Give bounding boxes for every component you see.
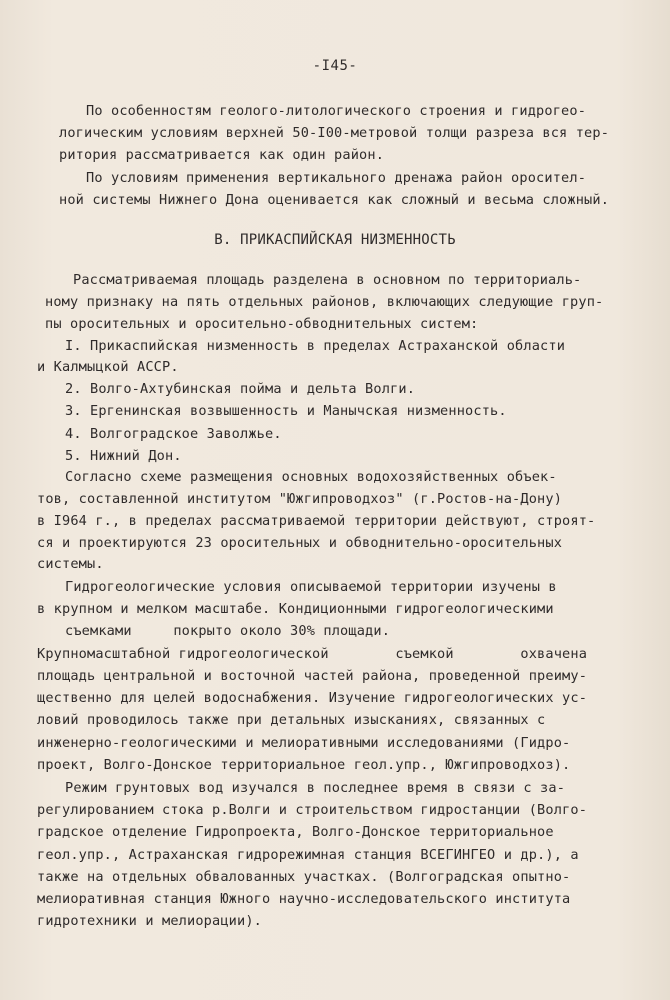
text-line: системы.	[37, 556, 104, 572]
text-line: щественно для целей водоснабжения. Изучение гидрогеологических ус-	[37, 690, 588, 706]
text-line: проект, Волго-Донское территориальное геол.упр., Южгипроводхоз).	[37, 757, 571, 773]
list-item: 4. Волгоградское Заволжье.	[65, 426, 282, 442]
text-line: инженерно-геологическими и мелиоративными исследованиями (Гидро-	[37, 735, 571, 751]
text-line: съемками покрыто около 30% площади.	[65, 623, 391, 639]
text-line: логическим условиям верхней 50-I00-метровой толщи разреза вся тер-	[59, 125, 610, 141]
page-number: -I45-	[312, 58, 358, 74]
text-line: Рассматриваемая площадь разделена в основном по территориаль-	[73, 272, 582, 288]
text-line: гидротехники и мелиорации).	[37, 913, 263, 929]
text-line: По условиям применения вертикального дренажа район оросител-	[86, 170, 587, 186]
text-line: ной системы Нижнего Дона оценивается как сложный и весьма сложный.	[59, 192, 610, 208]
list-item: и Калмыцкой АССР.	[37, 359, 179, 375]
text-line: ся и проектируются 23 оросительных и обводнительно-оросительных	[37, 535, 563, 551]
text-line: в крупном и мелком масштабе. Кондиционными гидрогеологическими	[37, 601, 554, 617]
text-line: По особенностям геолого-литологического строения и гидрогео-	[86, 103, 587, 119]
section-heading: В. ПРИКАСПИЙСКАЯ НИЗМЕННОСТЬ	[214, 232, 456, 248]
text-line: Гидрогеологические условия описываемой территории изучены в	[65, 579, 557, 595]
list-item: I. Прикаспийская низменность в пределах Астраханской области	[65, 338, 566, 354]
list-item: 2. Волго-Ахтубинская пойма и дельта Волги.	[65, 381, 416, 397]
text-line: регулированием стока р.Волги и строительством гидростанции (Волго-	[37, 802, 588, 818]
text-line: Согласно схеме размещения основных водохозяйственных объек-	[65, 469, 557, 485]
text-line: площадь центральной и восточной частей района, проведенной преиму-	[37, 668, 588, 684]
text-line: мелиоративная станция Южного научно-исследовательского института	[37, 891, 571, 907]
text-line: в I964 г., в пределах рассматриваемой территории действуют, строят-	[37, 513, 596, 529]
text-line: ному признаку на пять отдельных районов, включающих следующие груп-	[45, 294, 604, 310]
text-line: также на отдельных обвалованных участках. (Волгоградская опытно-	[37, 869, 571, 885]
text-line: геол.упр., Астраханская гидрорежимная станция ВСЕГИНГЕО и др.), а	[37, 847, 579, 863]
text-line: Крупномасштабной гидрогеологической съемкой охвачена	[37, 646, 588, 662]
text-line: Режим грунтовых вод изучался в последнее время в связи с за-	[65, 780, 566, 796]
list-item: 5. Нижний Дон.	[65, 448, 182, 464]
text-line: пы оросительных и оросительно-обводнительных систем:	[45, 316, 479, 332]
list-item: 3. Ергенинская возвышенность и Манычская низменность.	[65, 403, 507, 419]
text-line: тов, составленной институтом "Южгипроводхоз" (г.Ростов-на-Дону)	[37, 491, 563, 507]
text-line: градское отделение Гидропроекта, Волго-Донское территориальное	[37, 824, 554, 840]
text-line: ритория рассматривается как один район.	[59, 147, 385, 163]
text-line: ловий проводилось также при детальных изысканиях, связанных с	[37, 712, 546, 728]
